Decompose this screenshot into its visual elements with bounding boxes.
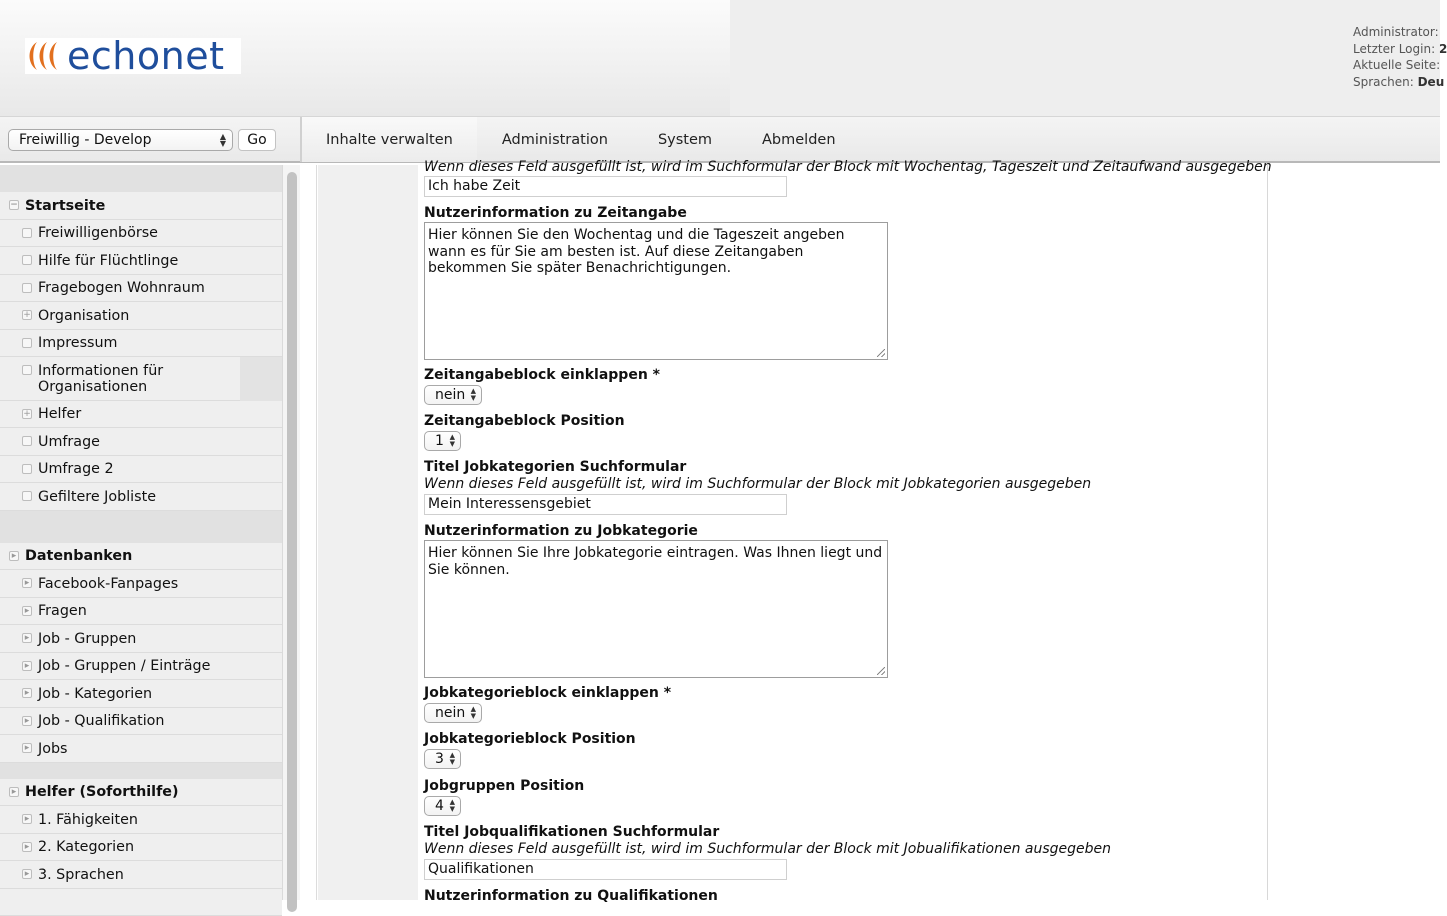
sidebar-item-label: Job - Gruppen xyxy=(38,631,136,647)
arrow-right-icon: ▸ xyxy=(22,814,32,824)
sidebar-spacer xyxy=(0,511,282,543)
sidebar-item-label: Facebook-Fanpages xyxy=(38,576,178,592)
sidebar-item-helfer[interactable] xyxy=(0,401,282,429)
zeit-info-label: Nutzerinformation zu Zeitangabe xyxy=(424,205,687,221)
sidebar-item-label: 3. Sprachen xyxy=(38,867,124,883)
user-info-label: Letzter Login: xyxy=(1353,42,1435,56)
user-info-label: Administrator: xyxy=(1353,25,1439,39)
user-info-value: Deu xyxy=(1418,75,1445,89)
page-icon xyxy=(22,436,32,446)
sidebar-scrollbar-thumb[interactable] xyxy=(287,172,297,912)
tab-inhalte-verwalten[interactable]: Inhalte verwalten xyxy=(302,117,477,162)
zeit-collapse-select[interactable] xyxy=(424,385,482,405)
sidebar-spacer xyxy=(0,165,282,192)
tab-abmelden[interactable]: Abmelden xyxy=(737,117,861,162)
collapse-minus-icon[interactable]: − xyxy=(9,200,19,210)
arrow-right-icon: ▸ xyxy=(22,661,32,671)
sidebar-item-umfrage[interactable] xyxy=(0,428,282,456)
select-value: 3 xyxy=(435,751,444,767)
sidebar-item-label: Fragebogen Wohnraum xyxy=(38,280,205,296)
arrow-right-icon: ▸ xyxy=(22,578,32,588)
select-value: nein xyxy=(435,387,465,403)
page-icon xyxy=(22,338,32,348)
sidebar-item-umfrage-2[interactable] xyxy=(0,456,282,484)
sidebar-item-label: Freiwilligenbörse xyxy=(38,225,158,241)
sidebar-item-label: Impressum xyxy=(38,335,117,351)
sidebar-tree xyxy=(0,165,282,900)
arrow-right-icon: ▸ xyxy=(22,606,32,616)
sidebar-group-label: Helfer (Soforthilfe) xyxy=(25,784,179,800)
sidebar-spacer xyxy=(0,763,282,779)
sidebar-item-jobs[interactable] xyxy=(0,735,282,763)
content-form xyxy=(418,165,1268,900)
sidebar-item-job-gruppen[interactable] xyxy=(0,625,282,653)
sidebar-item-faehigkeiten[interactable] xyxy=(0,806,282,834)
select-arrows-icon: ▲ ▼ xyxy=(450,752,455,766)
go-button[interactable]: Go xyxy=(238,129,276,151)
nav-bar xyxy=(0,116,1440,163)
select-arrows-icon: ▲ ▼ xyxy=(471,706,476,720)
page-icon xyxy=(22,491,32,501)
jobqual-title-label: Titel Jobqualifikationen Suchformular xyxy=(424,824,719,840)
app-header xyxy=(0,0,1440,116)
page-icon xyxy=(22,228,32,238)
sidebar-item-label: Helfer xyxy=(38,406,81,422)
sidebar-item-job-gruppen-eintraege[interactable] xyxy=(0,653,282,681)
resize-grip-icon[interactable] xyxy=(877,667,885,675)
user-info xyxy=(1353,24,1447,90)
jobkat-collapse-select[interactable] xyxy=(424,703,482,723)
jobkat-title-input[interactable]: Mein Interessensgebiet xyxy=(424,494,787,515)
main-tabs xyxy=(302,117,861,162)
sidebar-group-label: Datenbanken xyxy=(25,548,132,564)
arrow-right-icon: ▸ xyxy=(22,716,32,726)
jobkat-info-text: Hier können Sie Ihre Jobkategorie eintragen. Was Ihnen liegt und Sie können. xyxy=(428,545,882,578)
select-arrows-icon: ▲ ▼ xyxy=(220,133,226,147)
arrow-right-icon[interactable]: ▸ xyxy=(9,787,19,797)
sidebar-item-facebook-fanpages[interactable] xyxy=(0,570,282,598)
arrow-right-icon: ▸ xyxy=(22,633,32,643)
sidebar-item-label: Fragen xyxy=(38,603,87,619)
sidebar-item-label: Hilfe für Flüchtlinge xyxy=(38,253,178,269)
sidebar-item-freiwilligenboerse[interactable] xyxy=(0,220,282,248)
zeit-position-label: Zeitangabeblock Position xyxy=(424,413,625,429)
select-value: 1 xyxy=(435,433,444,449)
zeit-info-textarea[interactable] xyxy=(424,222,888,360)
select-arrows-icon: ▲ ▼ xyxy=(450,799,455,813)
jobqual-title-hint: Wenn dieses Feld ausgefüllt ist, wird im Suchformular der Block mit Jobualifikationen ausgegeben xyxy=(424,841,1111,857)
jobkat-info-textarea[interactable] xyxy=(424,540,888,678)
arrow-right-icon: ▸ xyxy=(22,842,32,852)
sidebar-item-kategorien[interactable] xyxy=(0,834,282,862)
sidebar-item-label: Organisation xyxy=(38,308,129,324)
zeit-title-input[interactable]: Ich habe Zeit xyxy=(424,176,787,197)
sidebar-group-label: Startseite xyxy=(25,198,105,214)
select-value: nein xyxy=(435,705,465,721)
user-info-label: Sprachen: xyxy=(1353,75,1414,89)
select-value: 4 xyxy=(435,798,444,814)
header-background xyxy=(730,0,1440,116)
sidebar-item-label: 2. Kategorien xyxy=(38,839,134,855)
jobgruppen-position-label: Jobgruppen Position xyxy=(424,778,584,794)
sidebar-item-label: Informationen für Organisationen xyxy=(38,363,163,395)
echonet-logo[interactable] xyxy=(25,38,241,74)
zeit-position-select[interactable] xyxy=(424,431,461,451)
site-select[interactable] xyxy=(8,129,233,151)
tab-administration[interactable]: Administration xyxy=(477,117,633,162)
jobkat-collapse-label: Jobkategorieblock einklappen * xyxy=(424,685,671,701)
sidebar-item-organisation[interactable] xyxy=(0,302,282,330)
jobqual-info-label: Nutzerinformation zu Qualifikationen xyxy=(424,888,718,904)
user-info-value: 2 xyxy=(1439,42,1447,56)
sidebar-item-sprachen[interactable] xyxy=(0,861,282,889)
jobkat-title-label: Titel Jobkategorien Suchformular xyxy=(424,459,686,475)
resize-grip-icon[interactable] xyxy=(877,349,885,357)
sidebar-item-informationen-fuer-organisationen[interactable] xyxy=(0,357,240,401)
page-icon xyxy=(22,283,32,293)
tab-system[interactable]: System xyxy=(633,117,737,162)
page-icon xyxy=(22,365,32,375)
sidebar-item-fragebogen-wohnraum[interactable] xyxy=(0,275,282,303)
sidebar-item-fragen[interactable] xyxy=(0,598,282,626)
sidebar-item-label: Job - Qualifikation xyxy=(38,713,165,729)
page-icon xyxy=(22,464,32,474)
sidebar-item-label: Gefiltere Jobliste xyxy=(38,489,156,505)
content-margin xyxy=(318,165,418,900)
sidebar-item-label: Jobs xyxy=(38,741,68,757)
expand-plus-icon[interactable]: + xyxy=(22,310,32,320)
logo-waves-icon xyxy=(25,38,67,74)
sidebar-item-job-qualifikation[interactable] xyxy=(0,708,282,736)
sidebar-item-label: Job - Kategorien xyxy=(38,686,152,702)
page-icon xyxy=(22,255,32,265)
user-info-label: Aktuelle Seite: xyxy=(1353,58,1440,72)
arrow-right-icon[interactable]: ▸ xyxy=(9,551,19,561)
jobgruppen-position-select[interactable] xyxy=(424,796,461,816)
zeit-info-text: Hier können Sie den Wochentag und die Tageszeit angeben wann es für Sie am besten ist. Auf diese Zeitangaben bekommen Sie später Benachrichtigungen. xyxy=(428,227,844,276)
sidebar-group-datenbanken[interactable] xyxy=(0,543,282,571)
sidebar-item-label: 1. Fähigkeiten xyxy=(38,812,138,828)
select-arrows-icon: ▲ ▼ xyxy=(450,434,455,448)
sidebar-group-startseite[interactable] xyxy=(0,192,282,220)
sidebar-item-gefiltere-jobliste[interactable] xyxy=(0,483,282,511)
sidebar-item-hilfe-fuer-fluechtlinge[interactable] xyxy=(0,247,282,275)
sidebar-item-partial[interactable] xyxy=(0,889,282,916)
sidebar-group-helfer-soforthilfe[interactable] xyxy=(0,779,282,807)
select-arrows-icon: ▲ ▼ xyxy=(471,388,476,402)
sidebar-item-label: Umfrage xyxy=(38,434,100,450)
jobqual-title-input[interactable]: Qualifikationen xyxy=(424,859,787,880)
arrow-right-icon: ▸ xyxy=(22,688,32,698)
jobkat-position-label: Jobkategorieblock Position xyxy=(424,731,636,747)
site-select-value: Freiwillig - Develop xyxy=(19,132,151,148)
jobkat-position-select[interactable] xyxy=(424,749,461,769)
expand-plus-icon[interactable]: + xyxy=(22,409,32,419)
zeit-title-hint: Wenn dieses Feld ausgefüllt ist, wird im Suchformular der Block mit Wochentag, Tageszeit und Zeitaufwand ausgegeben xyxy=(424,159,1272,175)
arrow-right-icon: ▸ xyxy=(22,743,32,753)
logo-text: echonet xyxy=(67,38,224,74)
sidebar-item-job-kategorien[interactable] xyxy=(0,680,282,708)
sidebar-item-impressum[interactable] xyxy=(0,330,282,358)
jobkat-title-hint: Wenn dieses Feld ausgefüllt ist, wird im Suchformular der Block mit Jobkategorien ausgegeben xyxy=(424,476,1091,492)
content-gutter xyxy=(301,165,317,900)
jobkat-info-label: Nutzerinformation zu Jobkategorie xyxy=(424,523,698,539)
zeit-collapse-label: Zeitangabeblock einklappen * xyxy=(424,367,660,383)
sidebar-item-label: Job - Gruppen / Einträge xyxy=(38,658,210,674)
arrow-right-icon: ▸ xyxy=(22,869,32,879)
sidebar-item-label: Umfrage 2 xyxy=(38,461,114,477)
